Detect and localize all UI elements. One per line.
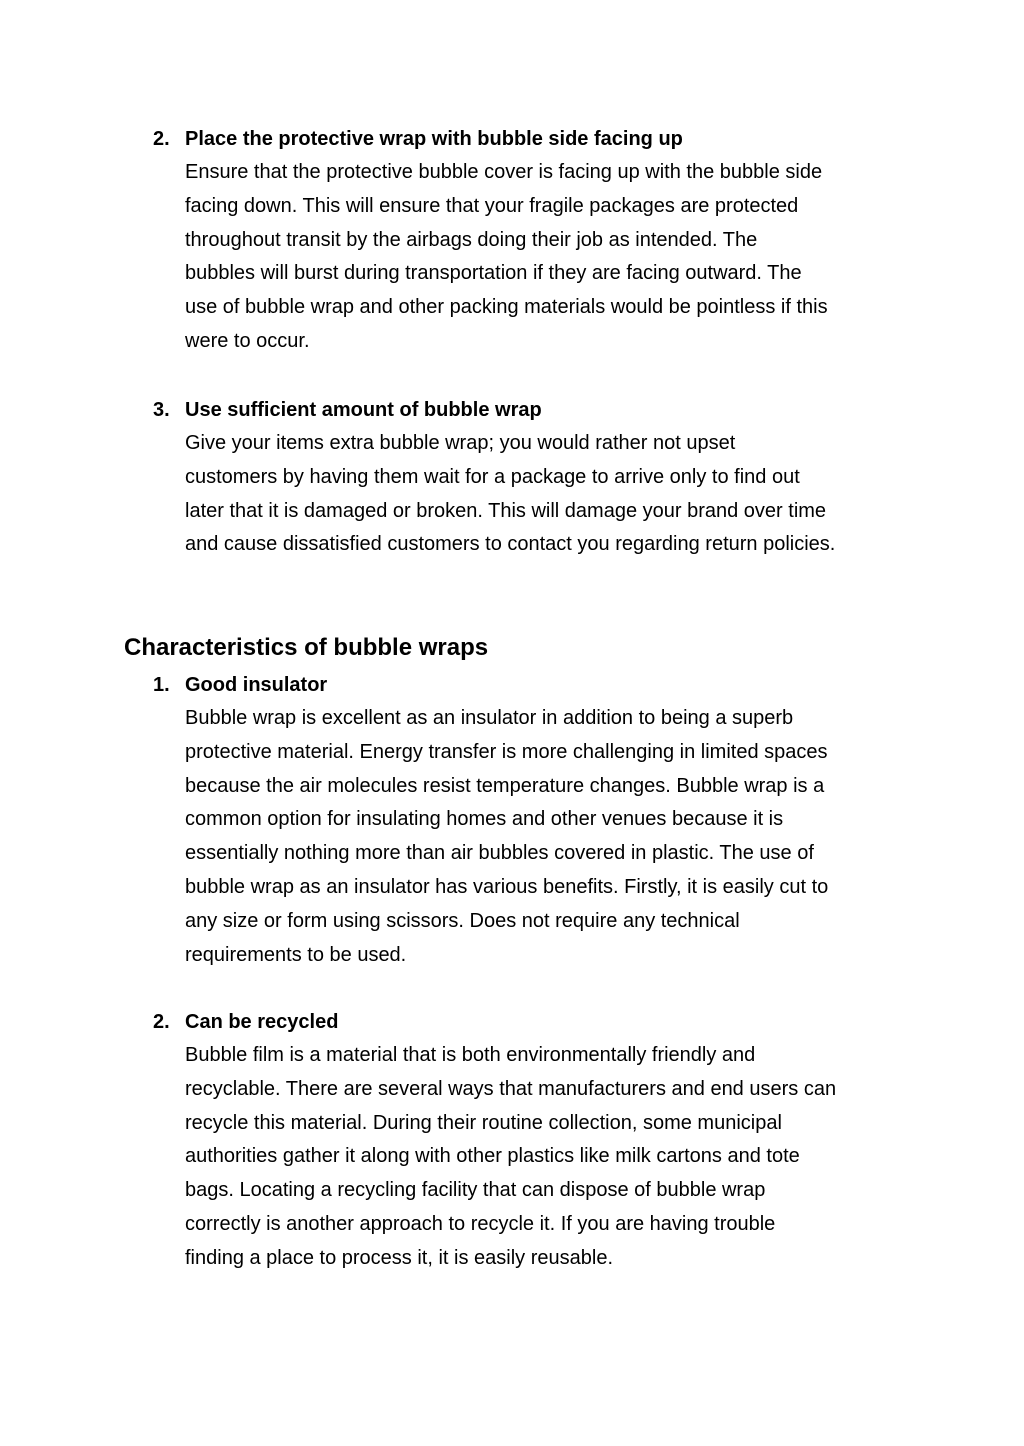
list-item-title: Use sufficient amount of bubble wrap: [185, 399, 542, 421]
list-item-title: Good insulator: [185, 674, 328, 696]
list-item-title: Place the protective wrap with bubble side facing up: [185, 128, 683, 150]
list-item: [150, 393, 910, 562]
list-item: [150, 1005, 910, 1276]
list-item-text: Ensure that the protective bubble cover is facing up with the bubble side facing down. This will ensure that your fragile packages are protected throughout transit by the airbags doing their job as intended. The bubbles will burst during transportation if they are facing outward. The use of bubble wrap and other packing materials would be pointless if this were to occur.: [185, 161, 828, 352]
list-item-text: Bubble wrap is excellent as an insulator in addition to being a superb protective material. Energy transfer is more challenging in limited spaces because the air molecules resist temperature changes. Bubble wrap is a common option for insulating homes and other venues because it is essentially nothing more than air bubbles covered in plastic. The use of bubble wrap as an insulator has various benefits. Firstly, it is easily cut to any size or form using scissors. Does not require any technical requirements to be used.: [185, 707, 829, 966]
list-item: [150, 122, 910, 359]
list-item-text: Give your items extra bubble wrap; you would rather not upset customers by having them wait for a package to arrive only to find out later that it is damaged or broken. This will damage your brand over time and cause dissatisfied customers to contact you regarding return policies.: [185, 432, 836, 556]
section-heading: Characteristics of bubble wraps: [124, 634, 489, 661]
list-item-number: 2.: [153, 128, 170, 150]
list-item-text: Bubble film is a material that is both environmentally friendly and recyclable. There are several ways that manufacturers and end users can recycle this material. During their routine collection, some municipal authorities gather it along with other plastics like milk cartons and tote bags. Locating a recycling facility that can dispose of bubble wrap correctly is another approach to recycle it. If you are having trouble finding a place to process it, it is easily reusable.: [185, 1044, 837, 1269]
list-item: [150, 668, 910, 972]
list-item-number: 1.: [153, 674, 170, 696]
list-item-number: 3.: [153, 399, 170, 421]
list-item-number: 2.: [153, 1011, 170, 1033]
list-item-title: Can be recycled: [185, 1011, 339, 1033]
